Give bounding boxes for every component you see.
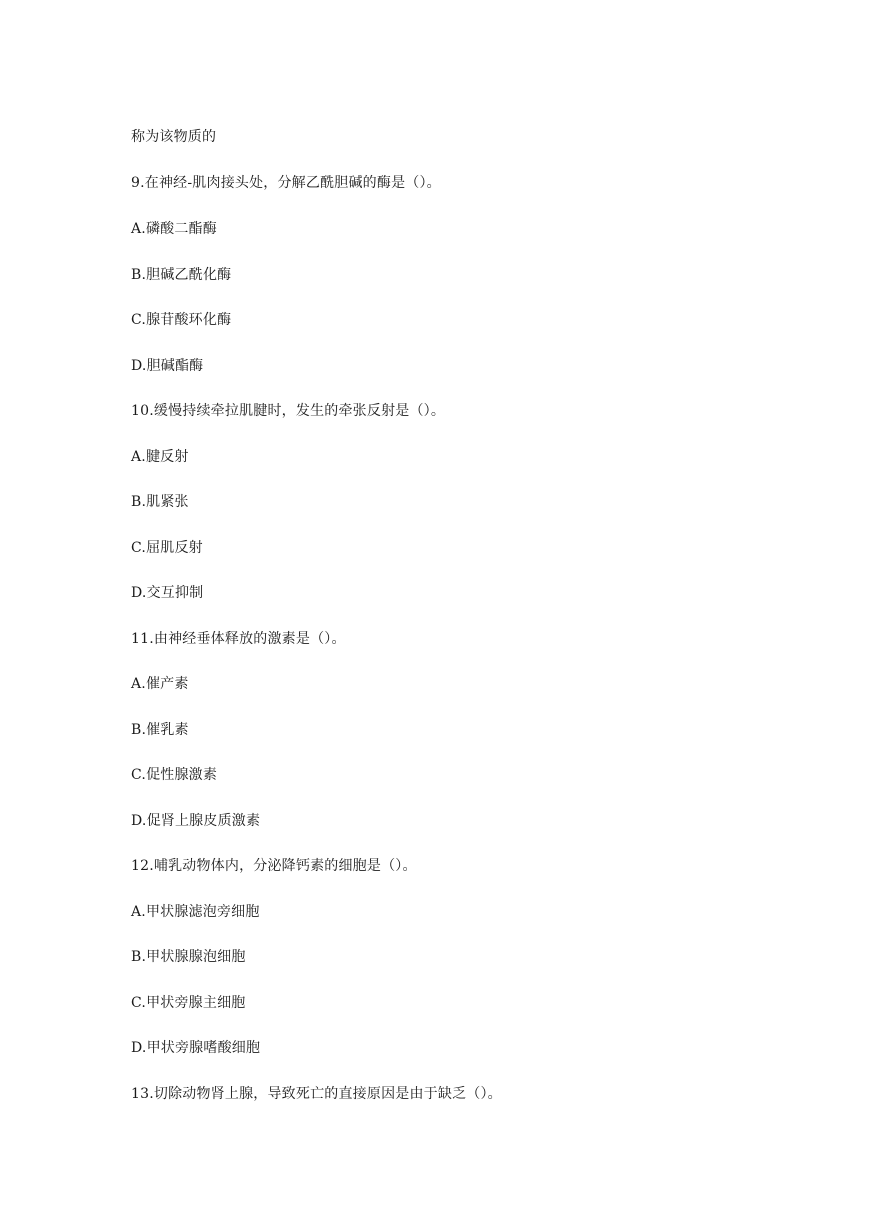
- question-12-option-a: A.甲状腺滤泡旁细胞: [131, 904, 260, 920]
- question-9-option-c: C.腺苷酸环化酶: [131, 312, 232, 328]
- intro-text: 称为该物质的: [131, 129, 217, 145]
- question-9-option-d: D.胆碱酯酶: [131, 358, 204, 374]
- question-9-option-b: B.胆碱乙酰化酶: [131, 267, 232, 283]
- question-12-option-c: C.甲状旁腺主细胞: [131, 995, 246, 1011]
- question-10-option-a: A.腱反射: [131, 449, 189, 465]
- question-11-option-a: A.催产素: [131, 676, 189, 692]
- question-10-option-b: B.肌紧张: [131, 494, 189, 510]
- question-10-option-c: C.屈肌反射: [131, 540, 203, 556]
- question-9-stem: 9.在神经-肌肉接头处，分解乙酰胆碱的酶是（）。: [131, 175, 441, 191]
- question-11-option-c: C.促性腺激素: [131, 767, 218, 783]
- question-12-option-b: B.甲状腺腺泡细胞: [131, 949, 246, 965]
- question-10-option-d: D.交互抑制: [131, 585, 204, 601]
- question-13-stem: 13.切除动物肾上腺，导致死亡的直接原因是由于缺乏（）。: [131, 1086, 502, 1102]
- question-12-option-d: D.甲状旁腺嗜酸细胞: [131, 1040, 261, 1056]
- question-11-option-b: B.催乳素: [131, 722, 189, 738]
- question-9-option-a: A.磷酸二酯酶: [131, 221, 217, 237]
- question-11-stem: 11.由神经垂体释放的激素是（）。: [131, 631, 346, 647]
- question-10-stem: 10.缓慢持续牵拉肌腱时，发生的牵张反射是（）。: [131, 403, 446, 419]
- question-11-option-d: D.促肾上腺皮质激素: [131, 813, 261, 829]
- question-12-stem: 12.哺乳动物体内，分泌降钙素的细胞是（）。: [131, 858, 417, 874]
